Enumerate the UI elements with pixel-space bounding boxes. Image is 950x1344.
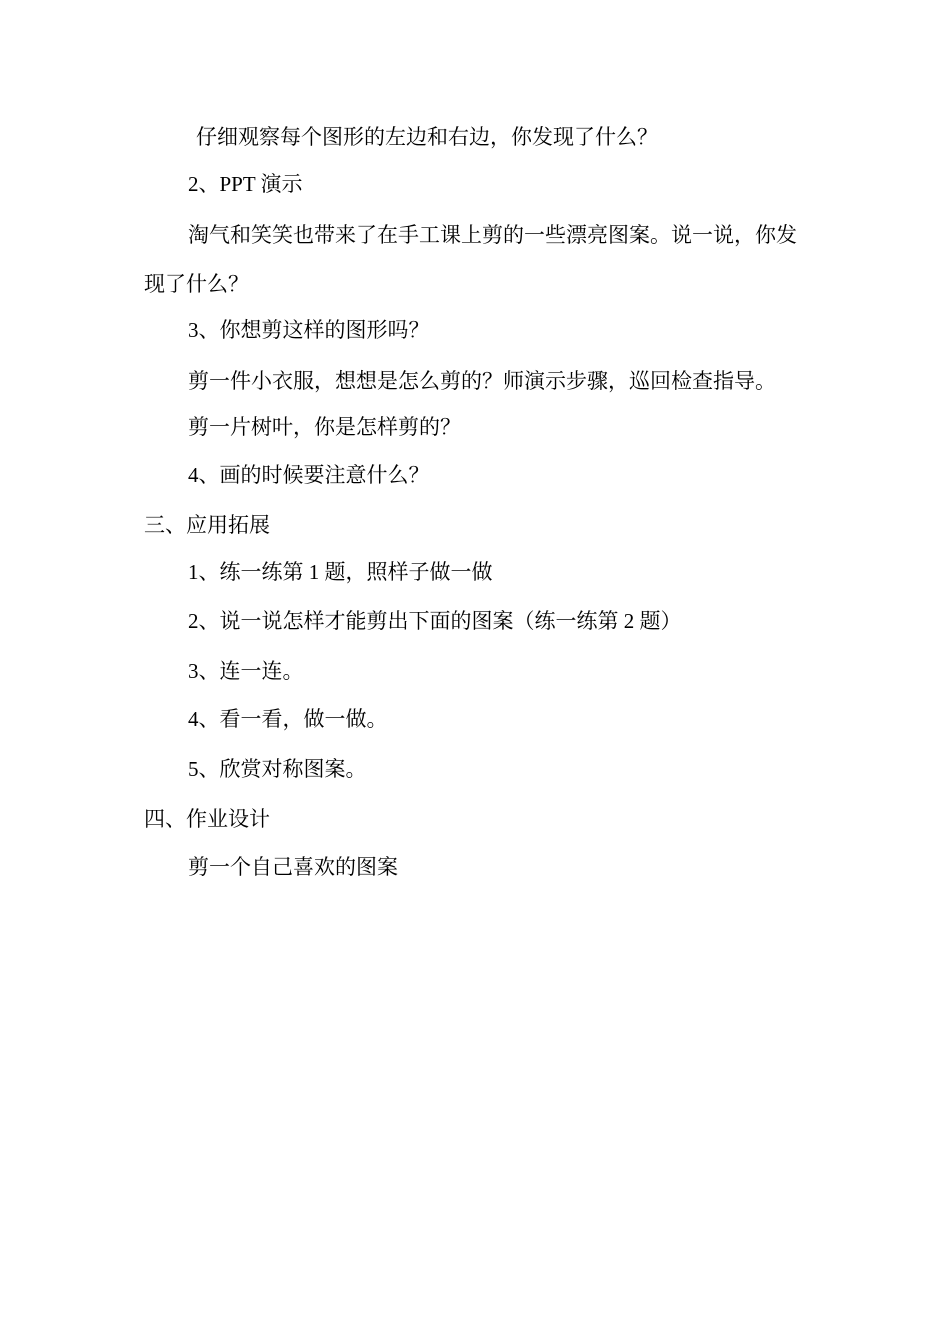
- exercise-4: 4、看一看，做一做。: [188, 707, 388, 731]
- observe-shapes-prompt: 仔细观察每个图形的左边和右边，你发现了什么？: [196, 125, 658, 149]
- section-4-heading: 四、作业设计: [144, 807, 270, 831]
- exercise-3: 3、连一连。: [188, 659, 304, 683]
- cut-leaf-instruction: 剪一片树叶，你是怎样剪的？: [188, 415, 461, 439]
- patterns-paragraph-line-1: 淘气和笑笑也带来了在手工课上剪的一些漂亮图案。说一说，你发: [188, 223, 797, 247]
- step-3-cut-shapes: 3、你想剪这样的图形吗？: [188, 318, 430, 342]
- patterns-paragraph-line-2: 现了什么？: [144, 272, 249, 296]
- exercise-1: 1、练一练第 1 题，照样子做一做: [188, 560, 493, 584]
- step-4-drawing-attention: 4、画的时候要注意什么？: [188, 463, 430, 487]
- exercise-2: 2、说一说怎样才能剪出下面的图案（练一练第 2 题）: [188, 609, 682, 633]
- exercise-5: 5、欣赏对称图案。: [188, 757, 367, 781]
- homework-task: 剪一个自己喜欢的图案: [188, 855, 398, 879]
- cut-clothes-instruction: 剪一件小衣服，想想是怎么剪的？师演示步骤，巡回检查指导。: [188, 369, 776, 393]
- step-2-ppt-demo: 2、PPT 演示: [188, 172, 303, 196]
- section-3-heading: 三、应用拓展: [144, 513, 270, 537]
